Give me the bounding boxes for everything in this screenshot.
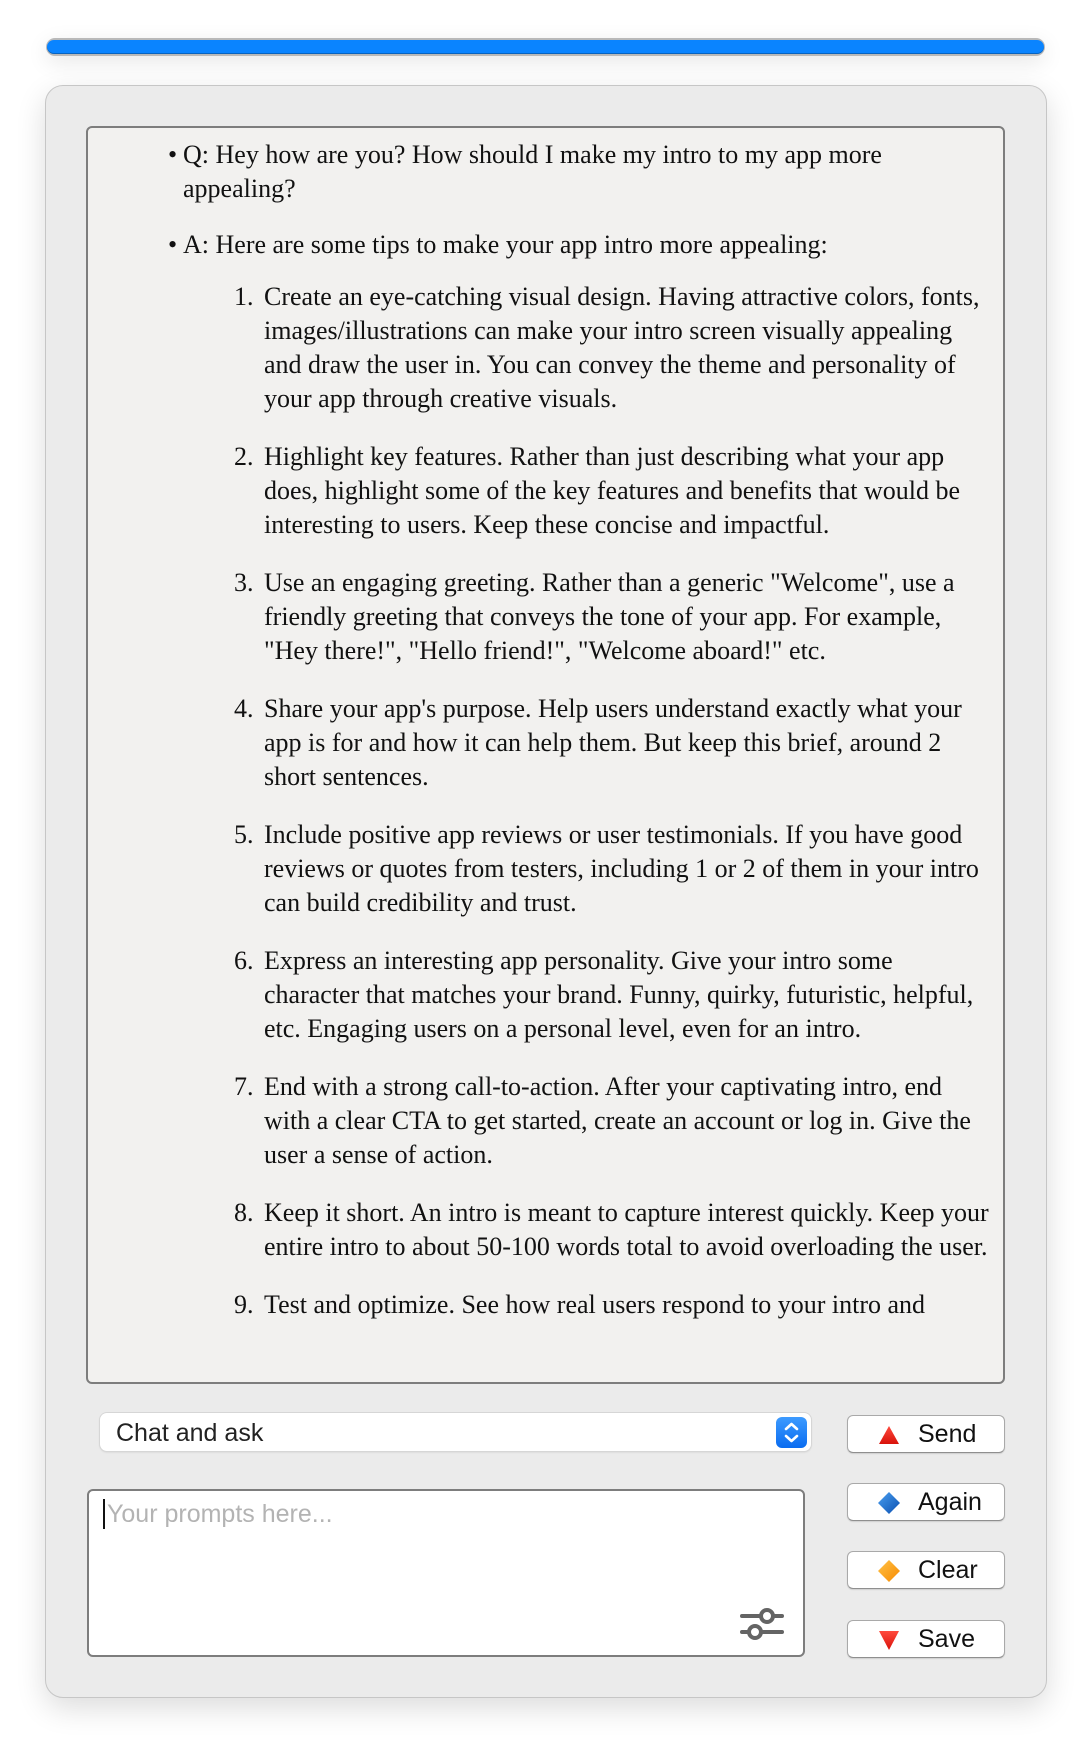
progress-fill: [47, 40, 1044, 54]
tip-number: 2.: [234, 442, 254, 471]
prompt-input[interactable]: [103, 1499, 747, 1529]
bullet: •: [168, 140, 178, 169]
orange-diamond-icon: [878, 1560, 900, 1582]
tips-list: [234, 280, 994, 1322]
tip-text: Test and optimize. See how real users respond to your intro and: [264, 1290, 926, 1319]
tip-item: [234, 1196, 994, 1264]
tip-number: 9.: [234, 1290, 254, 1319]
clear-label: Clear: [918, 1556, 978, 1584]
again-label: Again: [918, 1488, 982, 1516]
up-down-stepper-icon[interactable]: [776, 1417, 807, 1448]
again-button[interactable]: [847, 1483, 1005, 1521]
tip-number: 1.: [234, 282, 254, 311]
bullet: •: [168, 230, 178, 259]
tip-number: 7.: [234, 1072, 254, 1101]
tip-text: Highlight key features. Rather than just describing what your app does, highlight some of the key features and benefits that would be interesting to users. Keep these concise and impactful.: [264, 442, 961, 539]
tip-text: End with a strong call-to-action. After your captivating intro, end with a clear CTA to get started, create an account or log in. Give the user a sense of action.: [264, 1072, 971, 1169]
tip-number: 6.: [234, 946, 254, 975]
tip-number: 5.: [234, 820, 254, 849]
question-item: [168, 138, 968, 206]
answer-intro-text: A: Here are some tips to make your app intro more appealing:: [183, 230, 828, 259]
tip-item: [234, 440, 994, 542]
send-label: Send: [918, 1420, 977, 1448]
tip-text: Include positive app reviews or user testimonials. If you have good reviews or quotes from testers, including 1 or 2 of them in your intro can build credibility and trust.: [264, 820, 979, 917]
question-text: Q: Hey how are you? How should I make my intro to my app more appealing?: [183, 140, 882, 203]
qa-list: [168, 138, 989, 1346]
clear-button[interactable]: [847, 1551, 1005, 1589]
red-triangle-down-icon: [878, 1629, 900, 1651]
blue-diamond-icon: [878, 1492, 900, 1514]
tip-item: [234, 280, 994, 416]
tip-number: 4.: [234, 694, 254, 723]
mode-select-value: Chat and ask: [116, 1419, 264, 1447]
save-label: Save: [918, 1625, 975, 1653]
tip-text: Share your app's purpose. Help users understand exactly what your app is for and how it can help them. But keep this brief, around 2 short sentences.: [264, 694, 962, 791]
tip-item: [234, 944, 994, 1046]
tip-text: Create an eye-catching visual design. Having attractive colors, fonts, images/illustrations can make your intro screen visually appealing and draw the user in. You can convey the theme and personality of your app through creative visuals.: [264, 282, 980, 413]
tip-item: [234, 566, 994, 668]
tip-text: Keep it short. An intro is meant to capture interest quickly. Keep your entire intro to about 50-100 words total to avoid overloading the user.: [264, 1198, 989, 1261]
progress-bar: [46, 38, 1045, 56]
sliders-icon[interactable]: [740, 1606, 784, 1642]
tip-text: Express an interesting app personality. Give your intro some character that matches your brand. Funny, quirky, futuristic, helpful, etc. Engaging users on a personal level, even for an intro.: [264, 946, 974, 1043]
save-button[interactable]: [847, 1620, 1005, 1658]
tip-number: 3.: [234, 568, 254, 597]
send-button[interactable]: [847, 1415, 1005, 1453]
tip-item: [234, 1070, 994, 1172]
answer-item: [168, 228, 989, 1322]
tip-item: [234, 692, 994, 794]
tip-number: 8.: [234, 1198, 254, 1227]
tip-item: [234, 818, 994, 920]
chat-transcript[interactable]: [86, 126, 1005, 1384]
tip-text: Use an engaging greeting. Rather than a generic "Welcome", use a friendly greeting that conveys the tone of your app. For example, "Hey there!", "Hello friend!", "Welcome aboard!" etc.: [264, 568, 955, 665]
prompt-box: [87, 1489, 805, 1657]
tip-item: [234, 1288, 994, 1322]
mode-select[interactable]: [100, 1413, 811, 1451]
red-triangle-up-icon: [878, 1424, 900, 1446]
